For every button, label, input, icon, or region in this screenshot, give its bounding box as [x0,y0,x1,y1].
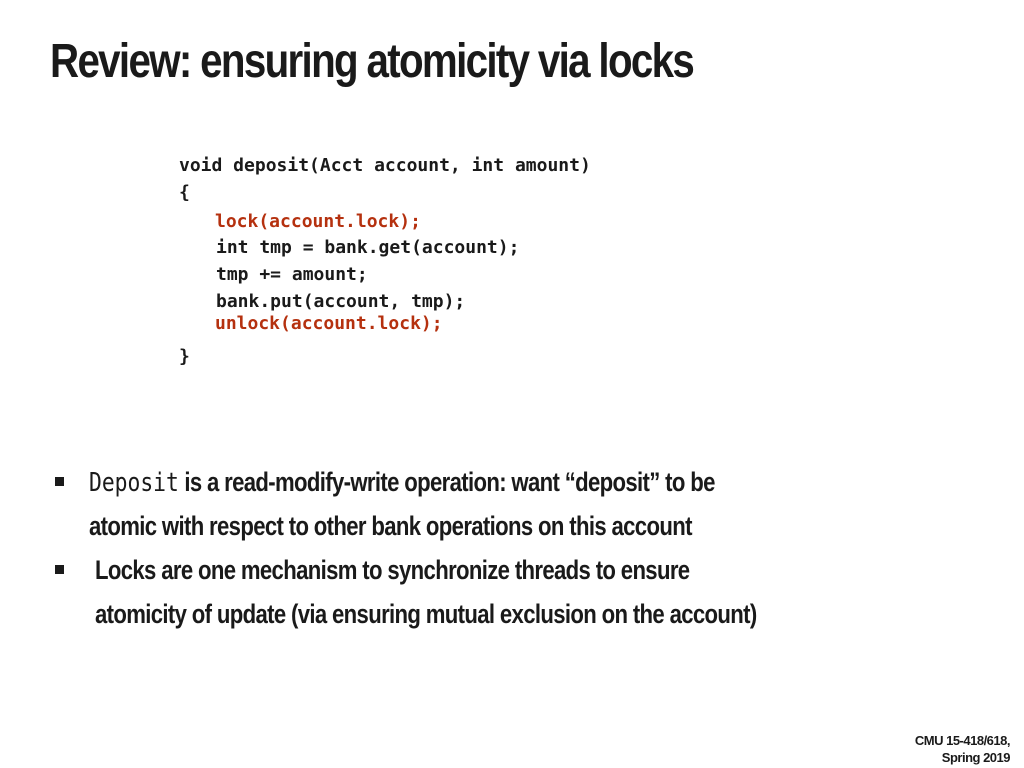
code-line-add: tmp += amount; [216,264,368,285]
code-line-signature: void deposit(Acct account, int amount) [179,155,591,176]
bullet-1-line-1 [89,462,715,503]
bullet-marker-square-icon [55,477,64,486]
code-line-lock: lock(account.lock); [215,211,421,232]
bullet-marker-square-icon [55,565,64,574]
bullet-1-code-word: Deposit [89,468,179,498]
code-line-open-brace: { [179,182,190,203]
code-line-close-brace: } [179,346,190,367]
footer-term: Spring 2019 [941,750,1010,765]
code-block [179,153,591,367]
bullet-2-line-2: atomicity of update (via ensuring mutual exclusion on the account) [95,599,757,629]
bullet-1-line-2: atomic with respect to other bank operations on this account [89,511,692,541]
slide-footer [915,732,1010,766]
code-line-get: int tmp = bank.get(account); [216,237,520,258]
bullet-1-line-1-text: is a read-modify-write operation: want “deposit” to be [184,467,715,497]
footer-course: CMU 15-418/618, [914,733,1010,748]
code-line-unlock: unlock(account.lock); [215,313,443,334]
slide-title: Review: ensuring atomicity via locks [50,35,694,88]
code-line-put: bank.put(account, tmp); [216,291,466,312]
bullet-2-line-1: Locks are one mechanism to synchronize threads to ensure [95,555,690,585]
